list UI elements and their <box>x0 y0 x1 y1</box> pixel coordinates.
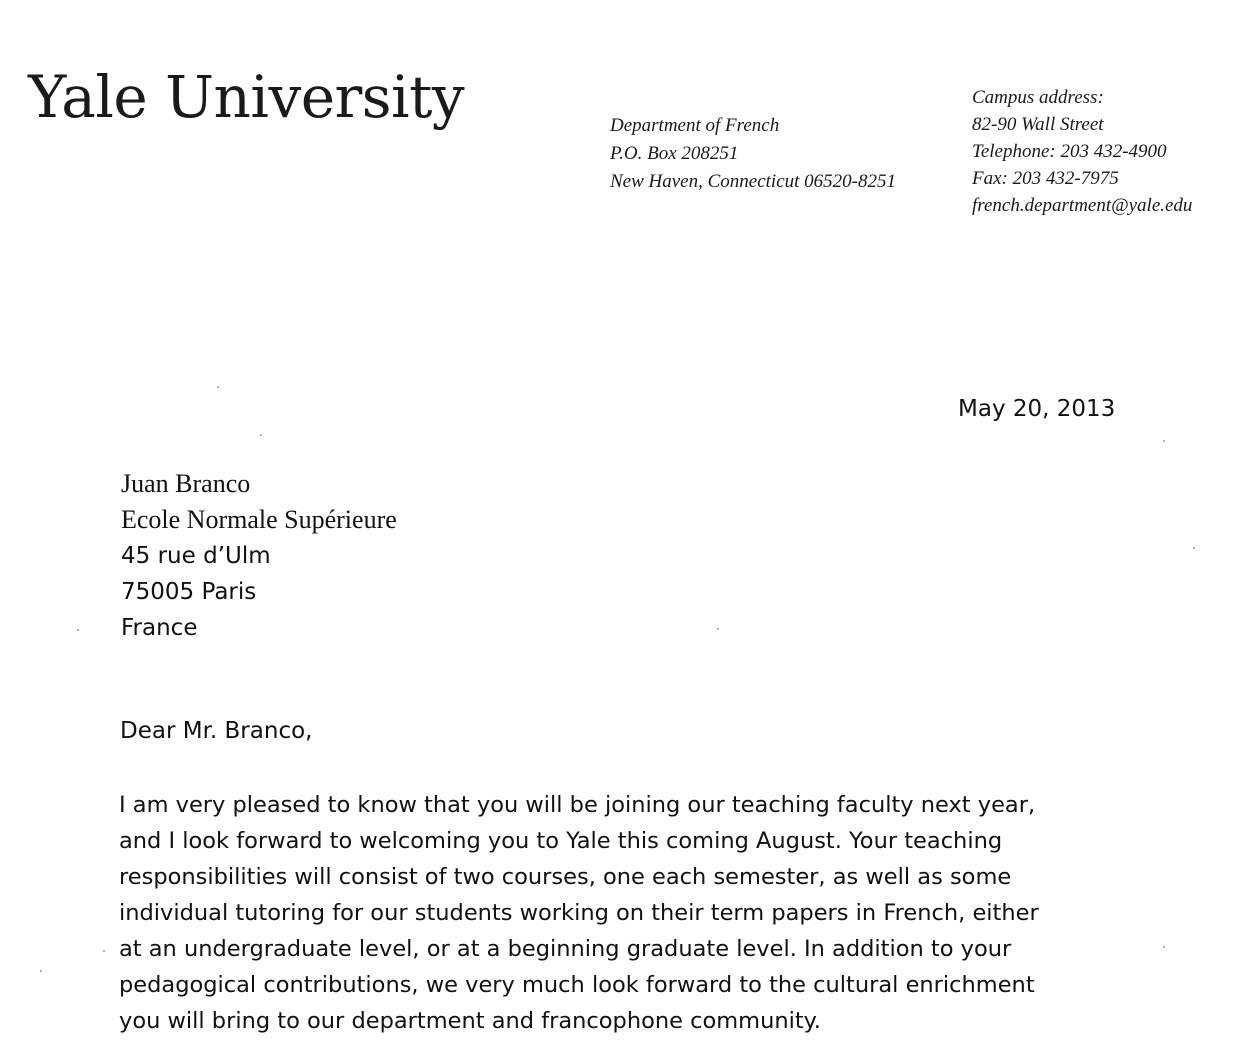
scan-speck <box>1163 946 1165 948</box>
recipient-address-block <box>121 466 397 646</box>
body-line: you will bring to our department and francophone community. <box>119 1008 821 1034</box>
recipient-country: France <box>121 615 198 641</box>
recipient-city: 75005 Paris <box>121 579 257 605</box>
body-line: I am very pleased to know that you will be joining our teaching faculty next year, <box>119 792 1036 818</box>
city-state-zip: New Haven, Connecticut 06520-8251 <box>610 171 897 192</box>
po-box: P.O. Box 208251 <box>610 143 739 164</box>
body-line: and I look forward to welcoming you to Yale this coming August. Your teaching <box>119 828 1003 854</box>
letter-date: May 20, 2013 <box>958 396 1116 422</box>
recipient-name: Juan Branco <box>121 469 251 498</box>
body-line: at an undergraduate level, or at a beginning graduate level. In addition to your <box>119 936 1012 962</box>
campus-fax: Fax: 203 432-7975 <box>972 168 1119 189</box>
recipient-street: 45 rue d’Ulm <box>121 543 271 569</box>
yale-university-logo: Yale University <box>28 63 465 131</box>
scan-speck <box>717 628 719 630</box>
scan-speck <box>260 434 262 436</box>
salutation: Dear Mr. Branco, <box>120 718 313 744</box>
scan-speck <box>103 950 105 952</box>
body-line: individual tutoring for our students working on their term papers in French, either <box>119 900 1039 926</box>
body-line: pedagogical contributions, we very much look forward to the cultural enrichment <box>119 972 1035 998</box>
scan-speck <box>1193 547 1195 549</box>
scan-speck <box>217 386 219 388</box>
department-name: Department of French <box>610 115 780 136</box>
scan-speck <box>40 970 42 972</box>
recipient-institution: Ecole Normale Supérieure <box>121 505 397 534</box>
scan-speck <box>77 629 79 631</box>
campus-address-block <box>972 84 1192 219</box>
campus-email: french.department@yale.edu <box>972 195 1193 216</box>
campus-telephone: Telephone: 203 432-4900 <box>972 141 1167 162</box>
department-address-block <box>610 112 896 196</box>
letter-body-paragraph <box>119 787 1119 1039</box>
scan-speck <box>1163 440 1165 442</box>
campus-street: 82-90 Wall Street <box>972 114 1104 135</box>
campus-address-label: Campus address: <box>972 87 1104 108</box>
body-line: responsibilities will consist of two courses, one each semester, as well as some <box>119 864 1012 890</box>
